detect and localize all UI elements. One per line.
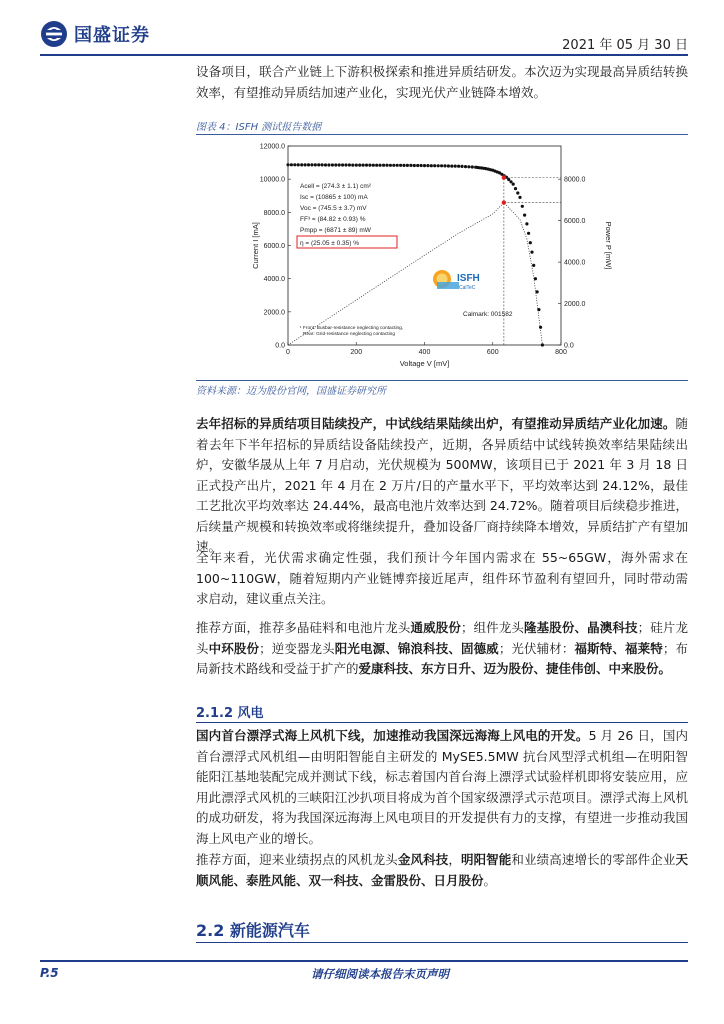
iv-point (512, 183, 515, 186)
section-title-nev: 2.2 新能源汽车 (196, 921, 310, 940)
annot-eta: η = (25.05 ± 0.35) % (300, 240, 360, 247)
isfh-logo-sub: CalTeC (459, 285, 476, 291)
annot-isc: Isc = (10865 ± 100) mA (300, 194, 368, 201)
wind-recommendation (196, 850, 688, 891)
annot-voc: Voc = (745.5 ± 3.7) mV (300, 205, 367, 212)
iv-point (525, 222, 528, 225)
iv-point (541, 343, 544, 346)
figure-top-rule (196, 134, 688, 135)
section-title-wind: 2.1.2 风电 (196, 706, 264, 721)
wind-paragraph (196, 726, 688, 849)
hjt-paragraph (196, 414, 688, 558)
iv-point (443, 164, 446, 167)
iv-point (300, 163, 303, 166)
iv-point (437, 164, 440, 167)
iv-point (307, 163, 310, 166)
iv-point (460, 165, 463, 168)
iv-point (413, 164, 416, 167)
wind-rec-text-2: ， (448, 852, 461, 867)
y2-tick-label: 2000.0 (564, 301, 586, 309)
iv-point (529, 241, 532, 244)
pv-rec-text-3: ；硅片龙头 (196, 620, 688, 656)
wind-rec-stock-1: 金风科技 (397, 852, 449, 867)
annot-pmpp: Pmpp = (6871 ± 89) mW (300, 227, 371, 234)
iv-point (372, 164, 375, 167)
iv-point (457, 165, 460, 168)
x-tick-label: 0 (286, 349, 290, 356)
iv-point (297, 163, 300, 166)
wind-rec-text-3: 和业绩高速增长的零部件企业 (511, 852, 676, 867)
iv-point (521, 205, 524, 208)
iv-point (396, 164, 399, 167)
y-tick-label: 2000.0 (263, 309, 285, 317)
y-axis-label: Current I [mA] (251, 222, 260, 269)
annot-calmark: Calmark: 001582 (463, 311, 513, 318)
iv-point (314, 163, 317, 166)
iv-point (327, 163, 330, 166)
iv-point (402, 164, 405, 167)
iv-point (536, 290, 539, 293)
iv-point (464, 165, 467, 168)
y-tick-label: 10000.0 (259, 176, 285, 184)
page-number: P.5 (40, 966, 59, 980)
y2-tick-label: 0.0 (564, 342, 574, 350)
x-tick-label: 400 (418, 349, 431, 356)
iv-point (293, 163, 296, 166)
iv-point (365, 164, 368, 167)
pv-rec-stock-2: 隆基股份、晶澳科技 (524, 620, 638, 635)
iv-point (420, 164, 423, 167)
iv-point (507, 178, 510, 181)
iv-point (406, 164, 409, 167)
iv-point (348, 163, 351, 166)
iv-point (440, 164, 443, 167)
pv-recommendation (196, 618, 688, 680)
y-tick-label: 12000.0 (259, 143, 285, 151)
iv-point (532, 264, 535, 267)
iv-point (450, 165, 453, 168)
iv-point (324, 163, 327, 166)
iv-point (423, 164, 426, 167)
iv-point (351, 164, 354, 167)
y2-axis-label: Power P [mW] (604, 221, 613, 270)
wind-body: 5 月 26 日，国内首台漂浮式风机组—由明阳智能自主研发的 MySE5.5MW 抗台风型浮式机组—在明阳智能阳江基地装配完成并测试下线，标志着国内首台海上漂浮式试验样机即将安装应用，应用此漂浮式风机的三峡阳江沙扒项目将成为首个国家级漂浮式示范项目。漂浮式海上风机的成功研发，将为我国深远海海上风电项目的开发提供有力的支撑，有望进一步推动我国海上风电产业的增长。 (196, 728, 688, 846)
y-tick-label: 4000.0 (263, 276, 285, 284)
x-axis-label: Voltage V [mV] (399, 359, 450, 368)
iv-point (344, 163, 347, 166)
wind-lead: 国内首台漂浮式海上风机下线，加速推动我国深远海海上风电的开发。 (196, 728, 589, 743)
iv-point (518, 196, 521, 199)
iv-point (389, 164, 392, 167)
header-divider (40, 54, 688, 56)
pv-rec-text-1: 推荐方面，推荐多晶硅料和电池片龙头 (196, 620, 411, 635)
iv-point (385, 164, 388, 167)
mpp-pv-point (502, 200, 506, 204)
iv-point (338, 163, 341, 166)
y-tick-label: 8000.0 (263, 209, 285, 217)
pv-rec-text-2: ；组件龙头 (460, 620, 525, 635)
logo-text: 国盛证券 (74, 25, 150, 46)
iv-point (514, 187, 517, 190)
iv-point (358, 164, 361, 167)
iv-point (286, 163, 289, 166)
y-tick-label: 6000.0 (263, 243, 285, 250)
iv-point (382, 164, 385, 167)
y2-tick-label: 4000.0 (564, 259, 586, 267)
figure-bottom-rule (196, 380, 688, 381)
iv-point (375, 164, 378, 167)
annot-note2: Rear: Grid-resistance neglecting contacting (303, 332, 395, 337)
iv-point (530, 251, 533, 254)
annot-note1: ¹ Front: Busbar-resistance neglecting contacting, (300, 326, 404, 331)
iv-point (341, 163, 344, 166)
iv-point (331, 163, 334, 166)
iv-point (534, 277, 537, 280)
figure-caption: 图表 4：ISFH 测试报告数据 (196, 122, 322, 133)
hjt-body: 随着去年下半年招标的异质结设备陆续投产，近期，各异质结中试线转换效率结果陆续出炉，安徽华晟从上年 7 月启动，光伏规模为 500MW，该项目已于 2021 年 3 月 18 日正式投产出片，2021 年 4 月在 2 万片/日的产量水平下，平均效率达到 24.12%，最佳工艺批次平均效率达 24.44%，最高电池片效率达到 24.72%。随着项目后续稳步推进，后续量产规模和转换效率或将继续提升，叠加设备厂商持续降本增效，异质结扩产有望加速。 (196, 416, 688, 554)
pv-rec-stock-5: 福斯特、福莱特 (574, 640, 663, 656)
iv-point (310, 163, 313, 166)
pv-rec-stock-6: 爱康科技、东方日升、迈为股份、捷佳伟创、中来股份。 (358, 661, 672, 676)
pv-rec-text-4: ；逆变器龙头 (259, 640, 335, 656)
pv-rec-stock-1: 通威股份 (410, 620, 461, 635)
iv-point (409, 164, 412, 167)
y2-tick-label: 6000.0 (564, 218, 586, 226)
iv-point (426, 164, 429, 167)
iv-point (321, 163, 324, 166)
pv-rec-text-6: ；布局新技术路线和受益于扩产的 (196, 640, 688, 676)
annot-acell: Acell = (274.3 ± 1.1) cm² (300, 183, 371, 190)
iv-point (454, 165, 457, 168)
iv-point (471, 165, 474, 168)
pv-rec-stock-4: 阳光电源、锦浪科技、固德威 (334, 640, 499, 656)
iv-point (416, 164, 419, 167)
figure-source: 资料来源：迈为股份官网，国盛证券研究所 (196, 386, 386, 397)
iv-point (537, 308, 540, 311)
iv-point (539, 326, 542, 329)
iv-point (527, 232, 530, 235)
iv-point (433, 164, 436, 167)
pv-rec-stock-3: 中环股份 (208, 640, 260, 656)
report-date: 2021 年 05 月 30 日 (562, 38, 688, 53)
company-logo (40, 20, 150, 48)
section-divider-wind (196, 722, 688, 723)
mpp-iv-point (502, 175, 506, 179)
iv-point (290, 163, 293, 166)
x-tick-label: 800 (555, 349, 567, 356)
iv-point (467, 165, 470, 168)
pv-curve (288, 203, 542, 345)
iv-point (304, 163, 307, 166)
iv-point (355, 164, 358, 167)
iv-point (362, 164, 365, 167)
wind-rec-stock-3: 天顺风能、泰胜风能、双一科技、金雷股份、日月股份 (196, 852, 688, 888)
hjt-lead: 去年招标的异质结项目陆续投产，中试线结果陆续出炉，有望推动异质结产业化加速。 (196, 416, 676, 431)
iv-point (334, 163, 337, 166)
iv-point (430, 164, 433, 167)
disclaimer-note: 请仔细阅读本报告末页声明 (311, 967, 449, 981)
isfh-logo-text: ISFH (457, 273, 480, 284)
isfh-iv-chart (228, 138, 618, 378)
annot-ff: FF³ = (84.82 ± 0.93) % (300, 216, 366, 223)
wind-rec-text-4: 。 (483, 872, 497, 888)
y-tick-label: 0.0 (275, 342, 285, 350)
iv-point (516, 191, 519, 194)
wind-rec-stock-2: 明阳智能 (460, 852, 512, 867)
isfh-logo-wave (437, 282, 459, 289)
x-tick-label: 600 (486, 349, 499, 356)
pv-rec-text-5: ；光伏辅材： (498, 640, 575, 656)
footer-divider (40, 960, 688, 962)
iv-point (447, 164, 450, 167)
logo-icon (40, 20, 68, 48)
wind-rec-text-1: 推荐方面，迎来业绩拐点的风机龙头 (196, 852, 398, 867)
page-header (40, 20, 688, 54)
iv-point (399, 164, 402, 167)
y2-tick-label: 8000.0 (564, 176, 586, 184)
x-tick-label: 200 (350, 349, 363, 356)
iv-point (523, 214, 526, 217)
iv-point (317, 163, 320, 166)
iv-point (368, 164, 371, 167)
intro-paragraph: 设备项目，联合产业链上下游积极探索和推进异质结研发。本次迈为实现最高异质结转换效率，有望推动异质结加速产业化，实现光伏产业链降本增效。 (196, 64, 688, 100)
section-divider-nev (196, 942, 688, 943)
demand-paragraph: 全年来看，光伏需求确定性强，我们预计今年国内需求在 55~65GW，海外需求在 100~110GW，随着短期内产业链博弈接近尾声，组件环节盈利有望回升，同时带动需求启动，建议重点关注。 (196, 550, 688, 606)
iv-point (379, 164, 382, 167)
iv-point (392, 164, 395, 167)
